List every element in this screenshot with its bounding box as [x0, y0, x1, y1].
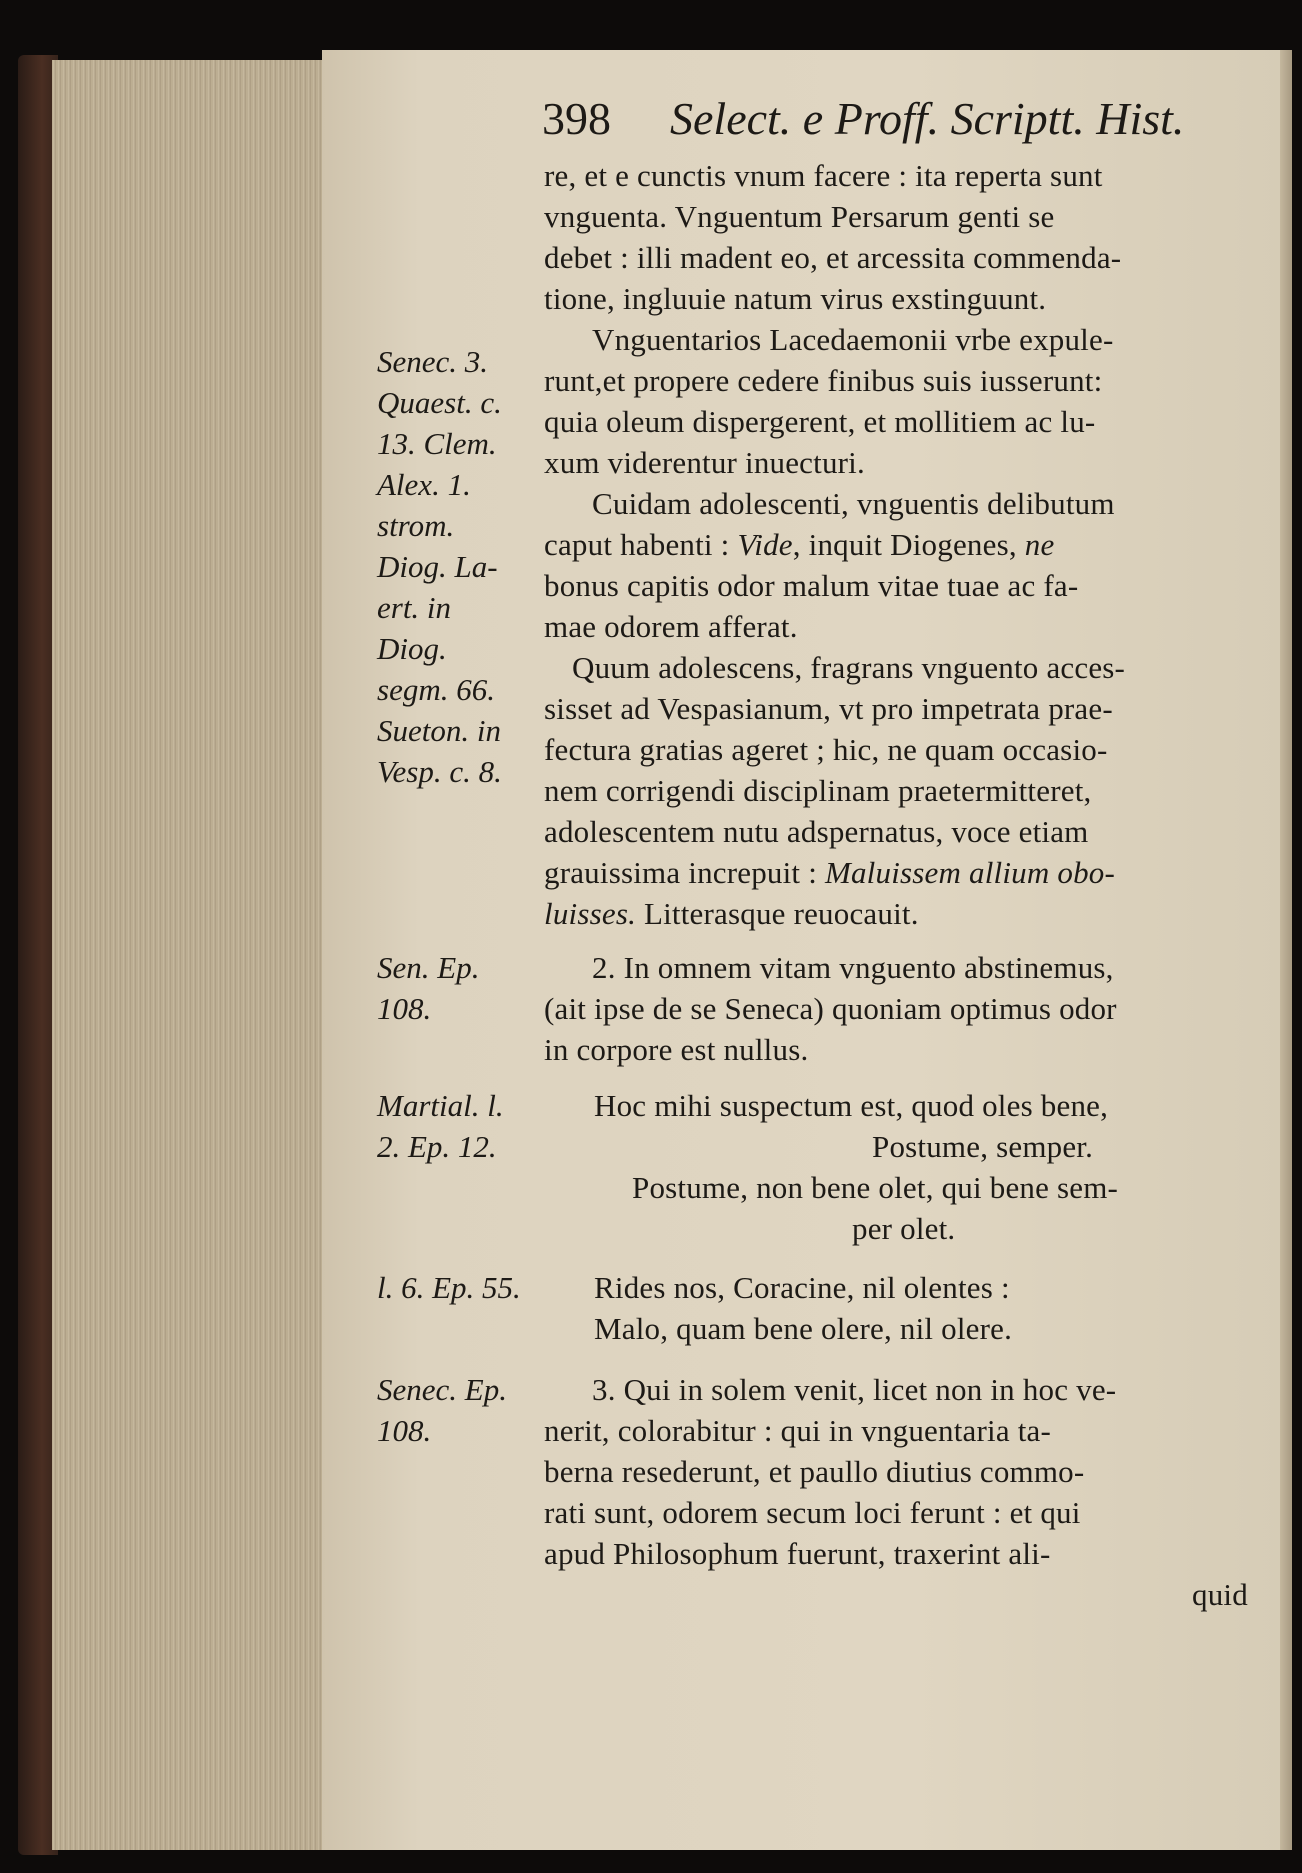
text-line: re, et e cunctis vnum facere : ita reperta sunt: [544, 158, 1103, 193]
text-line: 3. Qui in solem venit, licet non in hoc ve-: [592, 1372, 1117, 1407]
text-line: sisset ad Vespasianum, vt pro impetrata prae-: [544, 691, 1113, 726]
text-segment: Litterasque reuocauit.: [636, 896, 919, 931]
margin-note: Diog.: [377, 631, 447, 666]
margin-note: Quaest. c.: [377, 385, 502, 420]
page-stack-edges: [52, 60, 324, 1850]
text-line: [544, 527, 1054, 563]
text-line: (ait ipse de se Seneca) quoniam optimus odor: [544, 991, 1117, 1026]
text-segment: grauissima increpuit :: [544, 855, 825, 890]
text-line: Cuidam adolescenti, vnguentis delibutum: [592, 486, 1115, 521]
text-segment-italic: luisses.: [544, 896, 637, 931]
margin-note: Martial. l.: [377, 1088, 504, 1123]
verse-line: per olet.: [852, 1211, 956, 1246]
text-line: [544, 855, 1115, 891]
verse-line: Hoc mihi suspectum est, quod oles bene,: [594, 1088, 1109, 1123]
margin-note: 108.: [377, 1413, 432, 1448]
margin-note: 13. Clem.: [377, 426, 497, 461]
page-number: 398: [542, 93, 611, 144]
margin-note: 2. Ep. 12.: [377, 1129, 497, 1164]
page-fore-edge: [1280, 50, 1292, 1850]
text-line: nerit, colorabitur : qui in vnguentaria ta-: [544, 1413, 1052, 1448]
text-line: mae odorem afferat.: [544, 609, 798, 644]
text-line: in corpore est nullus.: [544, 1032, 809, 1067]
margin-note: Vesp. c. 8.: [377, 754, 502, 789]
text-line: berna resederunt, et paullo diutius commo-: [544, 1454, 1085, 1489]
margin-note: Senec. Ep.: [377, 1372, 507, 1407]
verse-line: Postume, semper.: [872, 1129, 1094, 1164]
catchword: quid: [1192, 1577, 1248, 1612]
text-line: bonus capitis odor malum vitae tuae ac fa-: [544, 568, 1079, 603]
text-line: debet : illi madent eo, et arcessita commenda-: [544, 240, 1122, 275]
running-title: Select. e Proff. Scriptt. Hist.: [670, 93, 1185, 144]
margin-note: Senec. 3.: [377, 344, 489, 379]
text-segment-italic: Vide: [737, 527, 793, 562]
text-line: [544, 896, 919, 932]
text-line: Vnguentarios Lacedaemonii vrbe expule-: [592, 322, 1114, 357]
margin-note: 108.: [377, 991, 432, 1026]
book-page: [322, 50, 1292, 1850]
text-line: Quum adolescens, fragrans vnguento acces-: [572, 650, 1126, 685]
text-segment: caput habenti :: [544, 527, 738, 562]
margin-note: Alex. 1.: [377, 467, 471, 502]
text-segment-italic: ne: [1024, 527, 1055, 562]
margin-note: ert. in: [377, 590, 452, 625]
text-line: vnguenta. Vnguentum Persarum genti se: [544, 199, 1055, 234]
text-segment: , inquit Diogenes,: [792, 527, 1025, 562]
verse-line: Rides nos, Coracine, nil olentes :: [594, 1270, 1010, 1305]
margin-note: Diog. La-: [377, 549, 498, 584]
verse-line: Malo, quam bene olere, nil olere.: [594, 1311, 1013, 1346]
text-line: adolescentem nutu adspernatus, voce etiam: [544, 814, 1089, 849]
text-line: tione, ingluuie natum virus exstinguunt.: [544, 281, 1047, 316]
text-line: apud Philosophum fuerunt, traxerint ali-: [544, 1536, 1051, 1571]
text-line: xum viderentur inuecturi.: [544, 445, 865, 480]
text-line: nem corrigendi disciplinam praetermitteret,: [544, 773, 1092, 808]
text-line: rati sunt, odorem secum loci ferunt : et qui: [544, 1495, 1081, 1530]
margin-note: strom.: [377, 508, 455, 543]
text-line: fectura gratias ageret ; hic, ne quam occasio-: [544, 732, 1108, 767]
margin-note: Sueton. in: [377, 713, 501, 748]
text-line: quia oleum dispergerent, et mollitiem ac lu-: [544, 404, 1096, 439]
text-line: 2. In omnem vitam vnguento abstinemus,: [592, 950, 1114, 985]
text-segment-italic: Maluissem allium obo-: [824, 855, 1116, 890]
margin-note: Sen. Ep.: [377, 950, 480, 985]
verse-line: Postume, non bene olet, qui bene sem-: [632, 1170, 1119, 1205]
text-line: runt,et propere cedere finibus suis iusserunt:: [544, 363, 1103, 398]
margin-note: l. 6. Ep. 55.: [377, 1270, 521, 1305]
margin-note: segm. 66.: [377, 672, 495, 707]
